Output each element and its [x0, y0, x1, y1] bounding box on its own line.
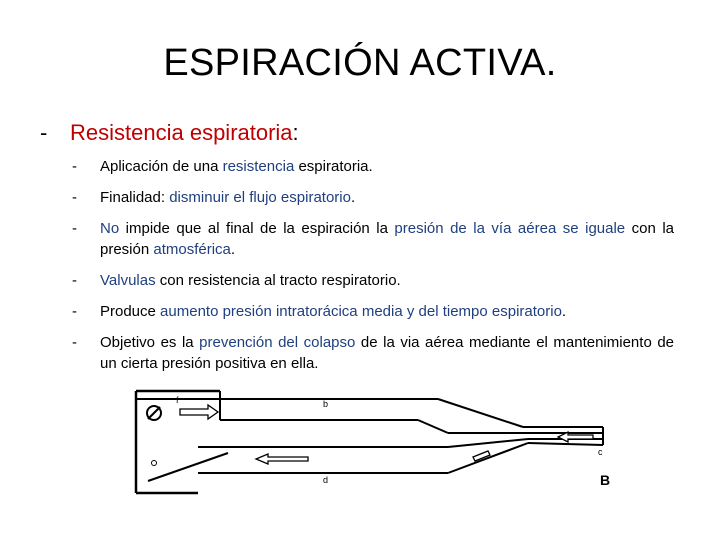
bullet-dash: - [72, 189, 77, 206]
bullet-text-part: No [100, 220, 120, 237]
bullet-text-part: . [561, 303, 567, 320]
bullet-text-part: Aplicación de una [100, 158, 223, 175]
label-b: b [323, 399, 329, 409]
bullet-text-part: Produce [100, 303, 161, 320]
bullet-dash: - [72, 272, 77, 289]
heading-label: Resistencia espiratoria [70, 120, 293, 145]
bullet-item [72, 332, 674, 374]
bullet-text-part: espiratoria. [294, 158, 373, 175]
valve-diagram [128, 385, 618, 495]
valve-symbol-icon [147, 406, 161, 420]
bullet-text-part: resistencia [222, 158, 295, 175]
bullet-item [72, 187, 674, 208]
port-e [152, 461, 157, 466]
bullet-dash: - [72, 303, 77, 320]
label-d: d [323, 475, 329, 485]
slide-title: ESPIRACIÓN ACTIVA. [163, 42, 557, 84]
label-c: c [598, 447, 603, 457]
bullet-list [72, 156, 674, 384]
arrow-left-icon [256, 454, 308, 464]
bullet-dash: - [72, 334, 77, 351]
bullet-dash: - [72, 220, 77, 237]
bullet-item [72, 301, 674, 322]
bullet-dash: - [72, 158, 77, 175]
label-big-b: B [600, 472, 611, 488]
bullet-text-part: . [230, 241, 236, 258]
bullet-text-part: Objetivo es la [100, 334, 200, 351]
heading-dash: - [40, 120, 48, 145]
flow-arrows [180, 405, 593, 464]
bullet-text-part: impide que al final de la espiración la [119, 220, 395, 237]
bullet-item [72, 270, 674, 291]
bullet-text-part: con la presión [100, 220, 674, 258]
expiratory-valve-line [148, 453, 228, 481]
bullet-text-part: disminuir el flujo espiratorio [169, 189, 351, 206]
bullet-text-part: presión de la vía aérea se iguale [394, 220, 626, 237]
label-f: f [176, 395, 179, 405]
heading-colon: : [292, 120, 299, 145]
bullet-item [72, 218, 674, 260]
bullet-text-part: . [350, 189, 356, 206]
bullet-text-part: aumento presión intratorácica media y del tiempo espiratorio [160, 303, 562, 320]
arrow-right-icon [180, 405, 218, 419]
bullet-text-part: prevención del colapso [199, 334, 356, 351]
bullet-text-part: atmosférica [153, 241, 231, 258]
bullet-text-part: con resistencia al tracto respiratorio. [155, 272, 401, 289]
bullet-text-part: Finalidad: [100, 189, 170, 206]
expiratory-limb [198, 439, 603, 473]
bullet-text-part: Valvulas [100, 272, 156, 289]
section-heading [40, 120, 299, 146]
bullet-text-part: de la via aérea mediante el mantenimiento de un cierta presión positiva en ella. [100, 334, 675, 372]
bullet-item [72, 156, 674, 177]
